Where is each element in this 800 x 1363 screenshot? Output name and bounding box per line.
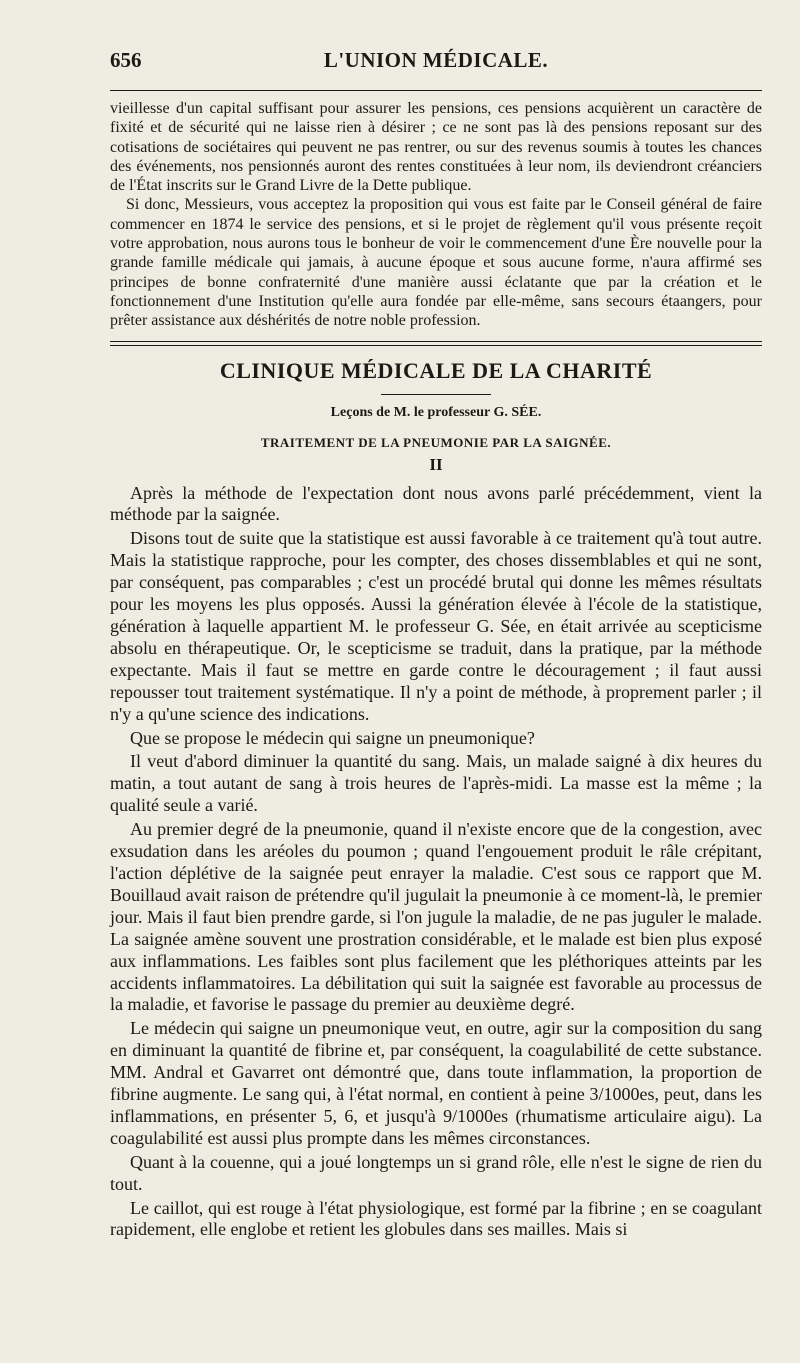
intro-paragraph: Si donc, Messieurs, vous acceptez la proposition qui vous est faite par le Conseil général de faire commencer en 1874 le service des pensions, et si le projet de règlement qu'il vous présente reçoit votre approbation, nous aurons tous le bonheur de voir le commencement d'une Ère nouvelle pour la grande famille médicale qui jamais, à aucune époque et sous aucune forme, n'aura affirmé ses principes de bonne confraternité d'une manière aussi éclatante que par la création et le fonctionnement d'une Institution qu'elle aura fondée par elle-même, sans secours étaangers, pour prêter assistance aux déshérités de notre noble profession.: [110, 196, 762, 330]
body-paragraph: Après la méthode de l'expectation dont nous avons parlé précédemment, vient la méthode par la saignée.: [110, 482, 762, 525]
body-paragraph: Le caillot, qui est rouge à l'état physiologique, est formé par la fibrine ; en se coagulant rapidement, elle englobe et retient les globules dans ses mailles. Mais si: [110, 1197, 762, 1240]
body-paragraph: Disons tout de suite que la statistique est aussi favorable à ce traitement qu'à tout autre. Mais la statistique rapproche, pour les compter, des choses dissemblables et qui ne sont, par conséquent, pas comparables ; c'est un procédé brutal qui donne les mêmes résultats pour les moyens les plus opposés. Aussi la génération élevée à l'école de la statistique, génération à laquelle appartient M. le professeur G. Sée, en était arrivée au scepticisme absolu en thérapeutique. Or, le scepticisme se traduit, dans la pratique, par la méthode expectante. Mais il faut se mettre en garde contre le découragement ; il faut aussi repousser tout traitement systématique. Il n'y a point de méthode, à proprement parler ; il n'y a qu'une science des indications.: [110, 528, 762, 724]
body-paragraph: Au premier degré de la pneumonie, quand il n'existe encore que de la congestion, avec exsudation dans les aréoles du poumon ; quand l'engouement produit le râle crépitant, l'action déplétive de la saignée peut enrayer la maladie. C'est sous ce rapport que M. Bouillaud avait raison de prétendre qu'il jugulait la pneumonie à ce moment-là, le premier jour. Mais il faut bien prendre garde, si l'on jugule la maladie, de ne pas juguler le malade. La saignée amène souvent une prostration considérable, et le malade est bien plus exposé aux inflammations. Les faibles sont plus facilement que les pléthoriques atteints par les accidents inflammatoires. La débilitation qui suit la saignée est favorable au processus de la maladie, et favorise le passage du premier au deuxième degré.: [110, 819, 762, 1015]
title-rule: [381, 394, 491, 395]
running-head: [110, 48, 762, 88]
intro-paragraph: vieillesse d'un capital suffisant pour assurer les pensions, ces pensions acquièrent un caractère de fixité et de sécurité qui ne laisse rien à désirer ; ce ne sont pas là des pensions reposant sur des cotisations de sociétaires qui peuvent ne pas rentrer, ou sur des revenus soumis à toutes les chances des événements, nos pensionnés auront des rentes constituées à leur nom, ils deviendront créanciers de l'État inscrits sur le Grand Livre de la Dette publique.: [110, 100, 762, 195]
article-subtitle: TRAITEMENT DE LA PNEUMONIE PAR LA SAIGNÉE.: [260, 434, 612, 450]
journal-title: L'UNION MÉDICALE.: [323, 48, 549, 72]
body-paragraph: Il veut d'abord diminuer la quantité du sang. Mais, un malade saigné à dix heures du matin, a tout autant de sang à trois heures de l'après-midi. La masse est la même ; la qualité seule a varié.: [110, 751, 762, 816]
body-paragraph: Le médecin qui saigne un pneumonique veut, en outre, agir sur la composition du sang en diminuant la quantité de fibrine et, par conséquent, la coagulabilité de cette substance. MM. Andral et Gavarret ont démontré que, dans toute inflammation, la proportion de fibrine augmente. Le sang qui, à l'état normal, en contient à peine 3/1000es, peut, dans les inflammations, en présenter 5, 6, et jusqu'à 9/1000es (rhumatisme articulaire aigu). La coagulabilité est aussi plus prompte dans les mêmes circonstances.: [110, 1018, 762, 1148]
article-body: [110, 483, 762, 1242]
section-divider: [110, 341, 762, 346]
section-title: CLINIQUE MÉDICALE DE LA CHARITÉ: [219, 357, 653, 383]
header-rule: [110, 90, 762, 91]
page-number: 656: [110, 48, 142, 72]
byline: Leçons de M. le professeur G. SÉE.: [330, 404, 542, 420]
body-paragraph: Quant à la couenne, qui a joué longtemps un si grand rôle, elle n'est le signe de rien du tout.: [110, 1151, 762, 1194]
body-paragraph: Que se propose le médecin qui saigne un pneumonique?: [130, 727, 535, 748]
intro-text: [110, 99, 762, 331]
part-number: II: [429, 454, 443, 474]
page: [0, 48, 800, 1363]
